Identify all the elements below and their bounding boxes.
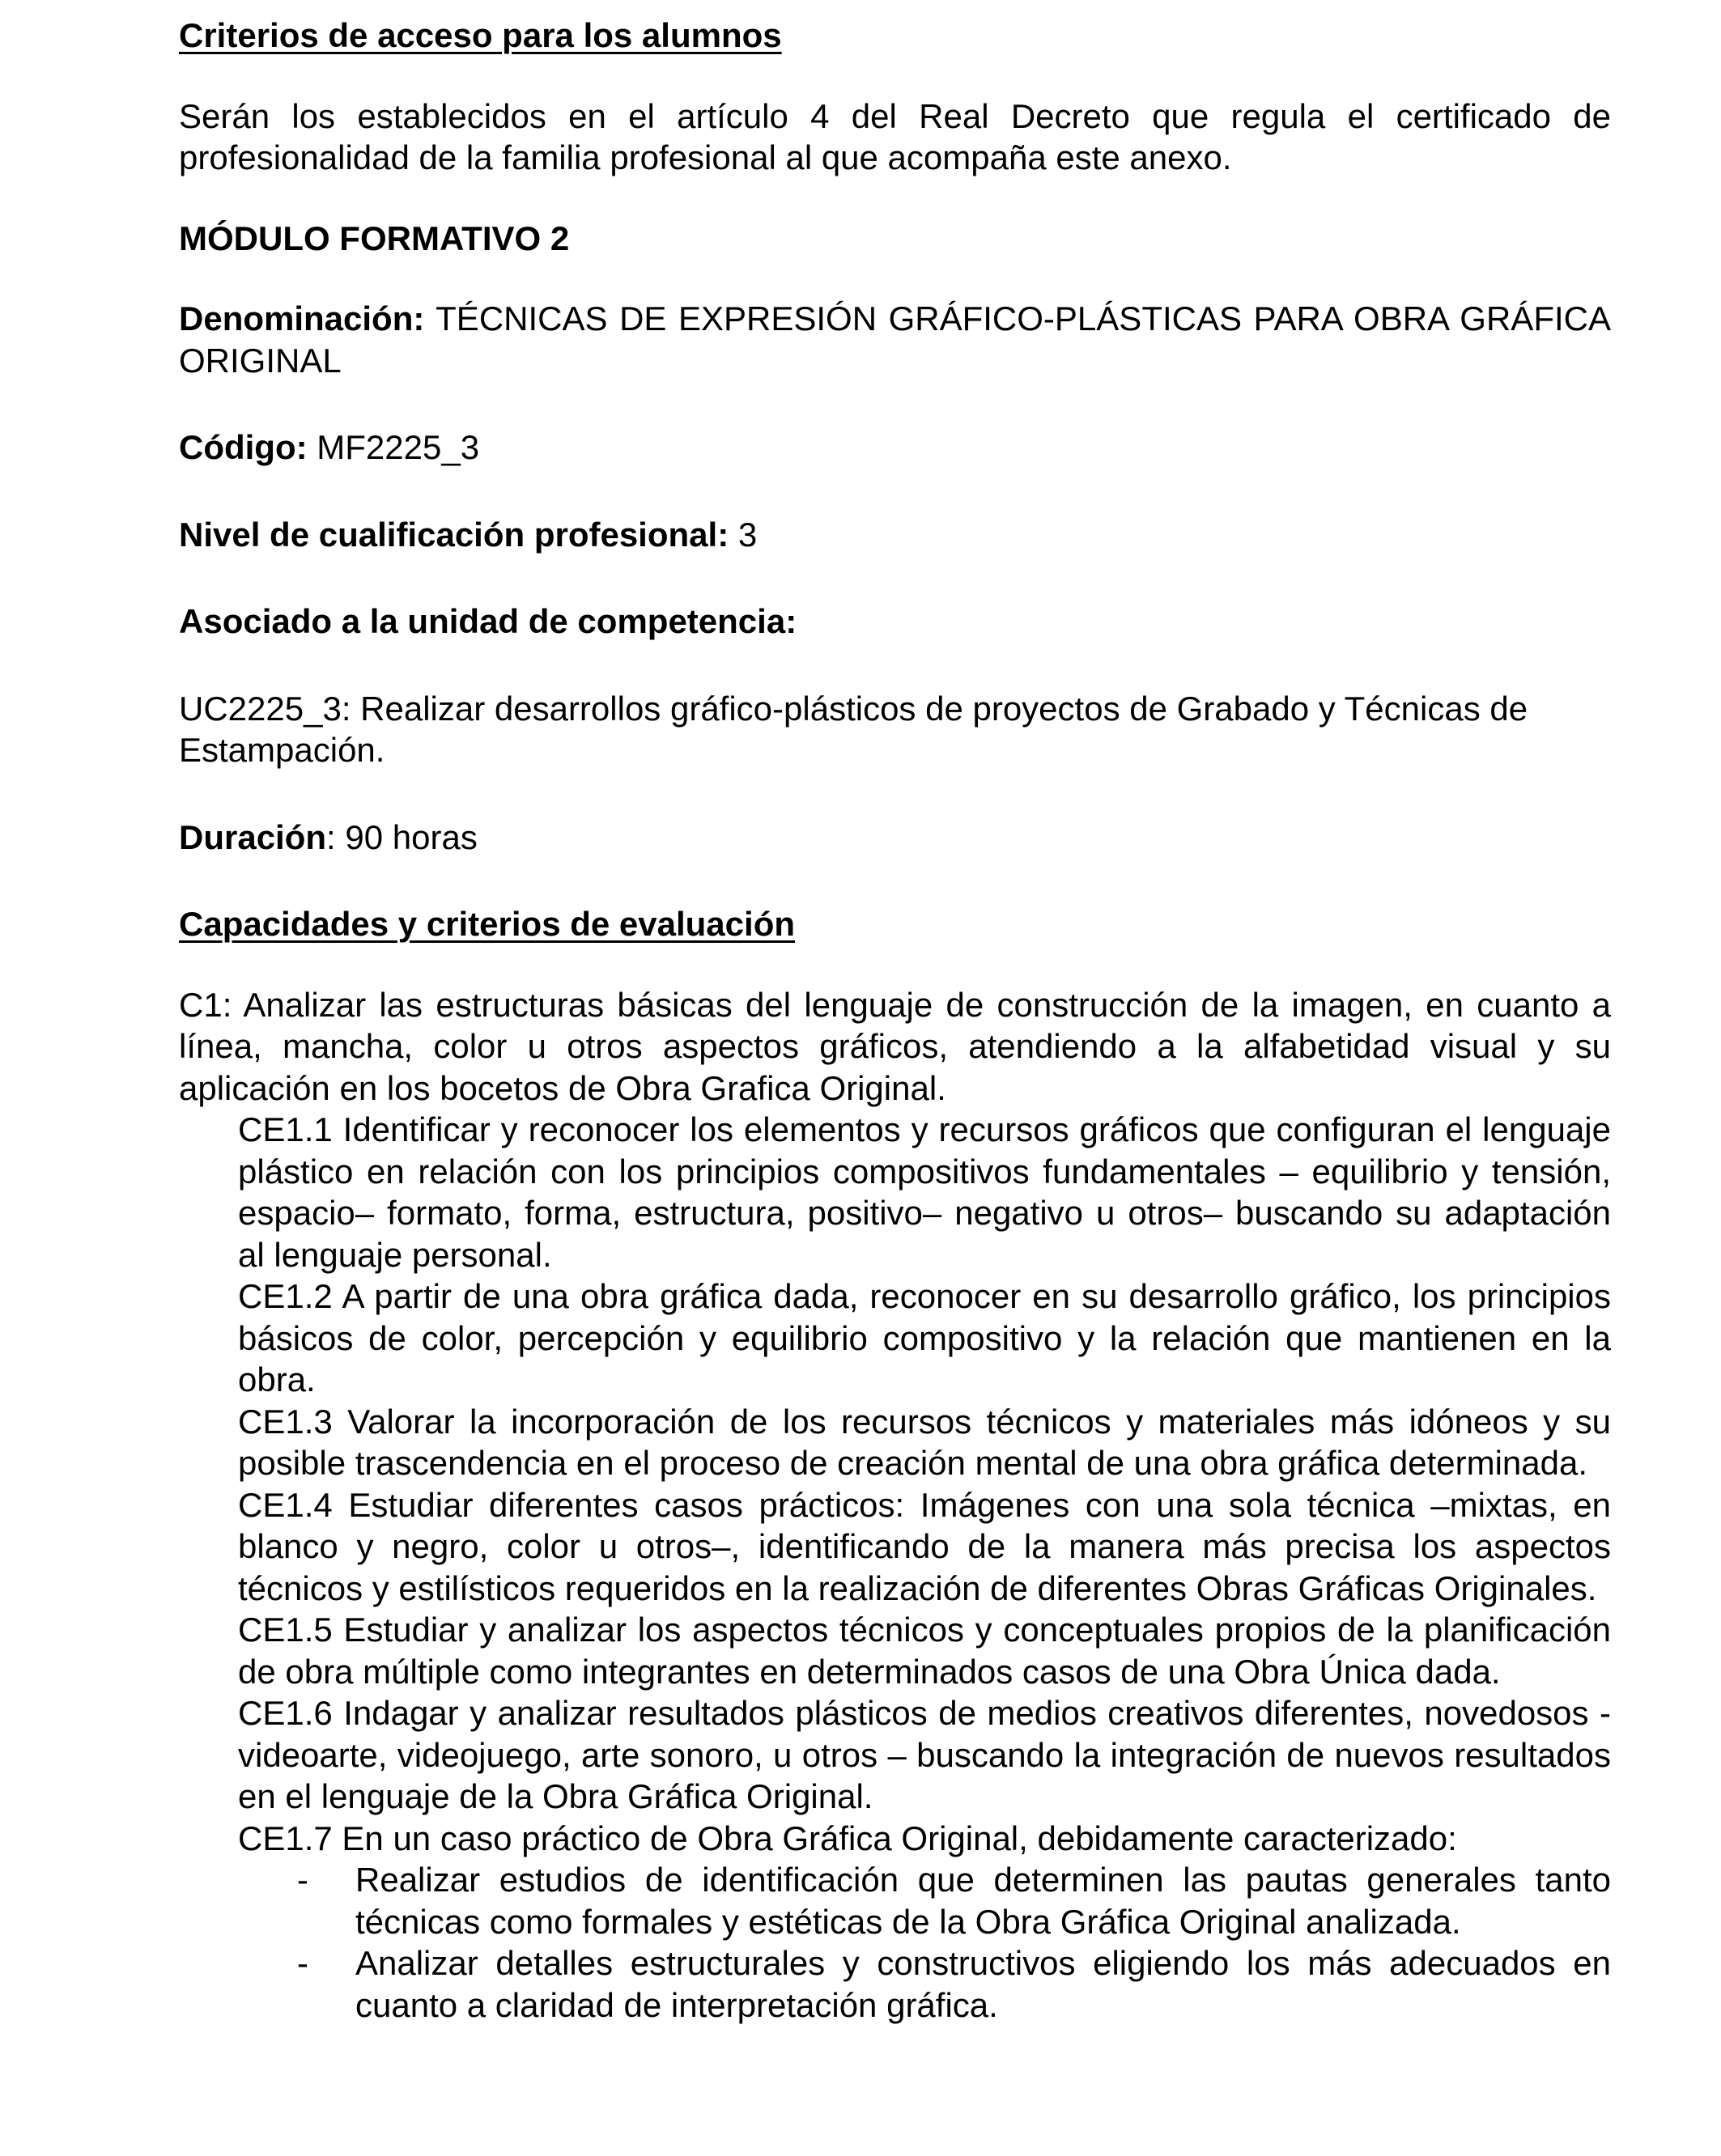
criterio-ce1-4: CE1.4 Estudiar diferentes casos prácticos: Imágenes con una sola técnica –mixtas, en blanco y negro, color u otros–, identificando de la manera más precisa los aspectos técnicos y estilísticos requeridos en la realización de diferentes Obras Gráficas Originales. (238, 1485, 1611, 1607)
criterio-ce1-3: CE1.3 Valorar la incorporación de los recursos técnicos y materiales más idóneos y su posible trascendencia en el proceso de creación mental de una obra gráfica determinada. (238, 1402, 1611, 1482)
criterio-ce1-1: CE1.1 Identificar y reconocer los elementos y recursos gráficos que configuran el lenguaje plástico en relación con los principios compositivos fundamentales – equilibrio y tensión, espacio– formato, forma, estructura, positivo– negativo u otros– buscando su adaptación al lenguaje personal. (238, 1110, 1611, 1274)
access-heading: Criterios de acceso para los alumnos (179, 16, 782, 54)
criterio-ce1-7: CE1.7 En un caso práctico de Obra Gráfica Original, debidamente caracterizado: (238, 1819, 1457, 1857)
denominacion (179, 298, 1611, 381)
bullet-text: Realizar estudios de identificación que determinen las pautas generales tanto técnicas como formales y estéticas de la Obra Gráfica Original analizada. (355, 1861, 1611, 1941)
capacidad-c1: C1: Analizar las estructuras básicas del lenguaje de construcción de la imagen, en cuanto a línea, mancha, color u otros aspectos gráficos, atendiendo a la alfabetidad visual y su aplicación en los bocetos de Obra Grafica Original. (179, 985, 1611, 1107)
criterio-ce1-2: CE1.2 A partir de una obra gráfica dada, reconocer en su desarrollo gráfico, los principios básicos de color, percepción y equilibrio compositivo y la relación que mantienen en la obra. (238, 1277, 1611, 1398)
codigo-value: MF2225_3 (307, 428, 480, 466)
unidad-competencia: UC2225_3: Realizar desarrollos gráfico-plásticos de proyectos de Grabado y Técnicas de Estampación. (179, 689, 1528, 769)
denominacion-label: Denominación: (179, 299, 425, 337)
bullet-text: Analizar detalles estructurales y constructivos eligiendo los más adecuados en cuanto a claridad de interpretación gráfica. (355, 1944, 1611, 2024)
criterio-ce1-6: CE1.6 Indagar y analizar resultados plásticos de medios creativos diferentes, novedosos -videoarte, videojuego, arte sonoro, u otros – buscando la integración de nuevos resultados en el lenguaje de la Obra Gráfica Original. (238, 1694, 1611, 1815)
document-page (179, 15, 1611, 2026)
criterio-ce1-5: CE1.5 Estudiar y analizar los aspectos técnicos y conceptuales propios de la planificación de obra múltiple como integrantes en determinados casos de una Obra Única dada. (238, 1611, 1611, 1691)
codigo-label: Código: (179, 428, 308, 466)
asociado-label: Asociado a la unidad de competencia: (179, 602, 797, 640)
list-item (297, 1859, 1611, 1942)
duracion (179, 817, 1611, 859)
list-item (297, 1942, 1611, 2026)
duracion-label: Duración (179, 817, 327, 856)
duracion-value: : 90 horas (326, 817, 478, 856)
nivel (179, 514, 1611, 556)
access-text: Serán los establecidos en el artículo 4 del Real Decreto que regula el certificado de profesionalidad de la familia profesional al que acompaña este anexo. (179, 96, 1611, 176)
denominacion-value: TÉCNICAS DE EXPRESIÓN GRÁFICO-PLÁSTICAS PARA OBRA GRÁFICA ORIGINAL (179, 299, 1611, 380)
bullet-dash: - (297, 1861, 308, 1899)
nivel-label: Nivel de cualificación profesional: (179, 515, 729, 554)
nivel-value: 3 (729, 515, 758, 554)
bullet-dash: - (297, 1944, 308, 1982)
codigo (179, 427, 1611, 469)
capacidades-heading: Capacidades y criterios de evaluación (179, 905, 796, 943)
module-title: MÓDULO FORMATIVO 2 (179, 219, 570, 257)
